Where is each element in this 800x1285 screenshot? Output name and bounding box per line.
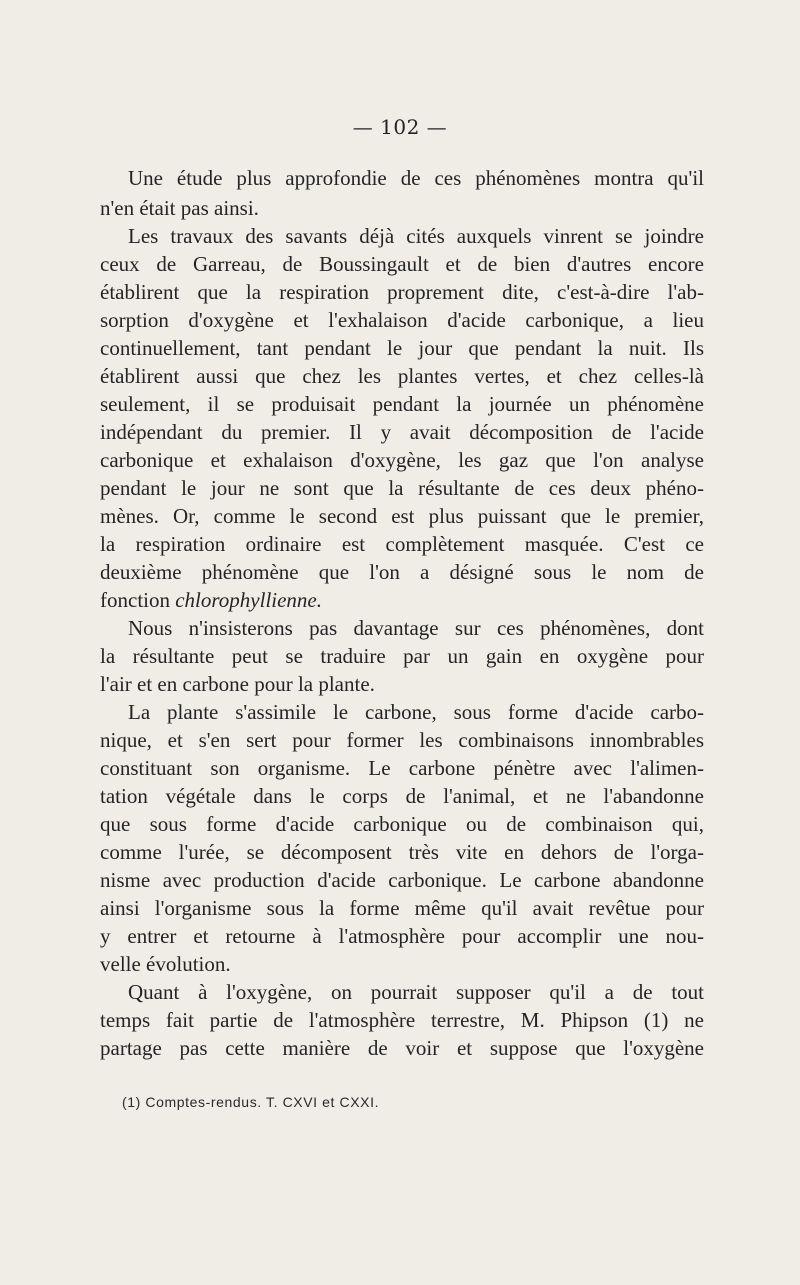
text-line: nique, et s'en sert pour former les combinaisons innombrables — [100, 728, 704, 752]
text-line: y entrer et retourne à l'atmosphère pour accomplir une nou- — [100, 924, 704, 948]
page-number: — 102 — — [352, 115, 448, 139]
text-line: pendant le jour ne sont que la résultante de ces deux phéno- — [100, 476, 704, 500]
text-line: la résultante peut se traduire par un gain en oxygène pour — [100, 644, 704, 668]
text-line: nisme avec production d'acide carbonique. Le carbone abandonne — [100, 868, 704, 892]
text-line: velle évolution. — [100, 952, 231, 976]
text-line: seulement, il se produisait pendant la journée un phénomène — [100, 392, 704, 416]
footnote: (1) Comptes-rendus. T. CXVI et CXXI. — [122, 1094, 380, 1110]
text-line: que sous forme d'acide carbonique ou de combinaison qui, — [100, 812, 704, 836]
text-line: l'air et en carbone pour la plante. — [100, 672, 375, 696]
text-line: établirent que la respiration proprement dite, c'est-à-dire l'ab- — [100, 280, 704, 304]
text-line: La plante s'assimile le carbone, sous forme d'acide carbo- — [128, 700, 704, 724]
text-line: Une étude plus approfondie de ces phénomènes montra qu'il — [128, 166, 704, 190]
text-line: Nous n'insisterons pas davantage sur ces phénomènes, dont — [128, 616, 704, 640]
text-line: mènes. Or, comme le second est plus puissant que le premier, — [100, 504, 704, 528]
text-line: n'en était pas ainsi. — [100, 196, 259, 220]
text-line: la respiration ordinaire est complètement masquée. C'est ce — [100, 532, 704, 556]
text-line: temps fait partie de l'atmosphère terrestre, M. Phipson (1) ne — [100, 1008, 704, 1032]
text-line — [100, 585, 704, 615]
text-line: Les travaux des savants déjà cités auxquels vinrent se joindre — [128, 224, 704, 248]
text-line: carbonique et exhalaison d'oxygène, les gaz que l'on analyse — [100, 448, 704, 472]
text-line: Quant à l'oxygène, on pourrait supposer qu'il a de tout — [128, 980, 704, 1004]
text-line: établirent aussi que chez les plantes vertes, et chez celles-là — [100, 364, 704, 388]
text-span: fonction — [100, 588, 176, 612]
italic-term: chlorophyllienne. — [175, 588, 322, 612]
text-line: partage pas cette manière de voir et suppose que l'oxygène — [100, 1036, 704, 1060]
text-line: comme l'urée, se décomposent très vite en dehors de l'orga- — [100, 840, 704, 864]
text-line: ceux de Garreau, de Boussingault et de bien d'autres encore — [100, 252, 704, 276]
text-line: sorption d'oxygène et l'exhalaison d'acide carbonique, a lieu — [100, 308, 704, 332]
text-line: continuellement, tant pendant le jour que pendant la nuit. Ils — [100, 336, 704, 360]
text-line: ainsi l'organisme sous la forme même qu'il avait revêtue pour — [100, 896, 704, 920]
text-line: indépendant du premier. Il y avait décomposition de l'acide — [100, 420, 704, 444]
text-line: constituant son organisme. Le carbone pénètre avec l'alimen- — [100, 756, 704, 780]
text-line: tation végétale dans le corps de l'animal, et ne l'abandonne — [100, 784, 704, 808]
text-line: deuxième phénomène que l'on a désigné sous le nom de — [100, 560, 704, 584]
